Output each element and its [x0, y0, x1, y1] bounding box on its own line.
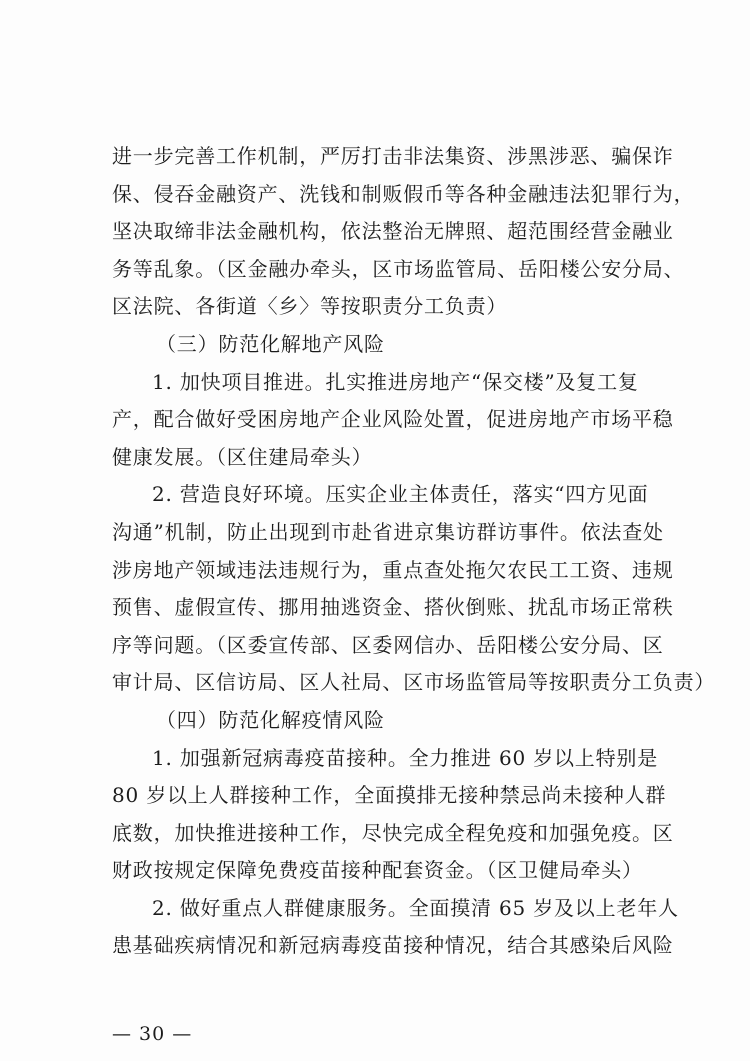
body-line: 财政按规定保障免费疫苗接种配套资金。（区卫健局牵头） — [112, 858, 643, 883]
body-line: 涉房地产领域违法违规行为，重点查处拖欠农民工工资、违规 — [112, 557, 674, 582]
body-line: 保、侵吞金融资产、洗钱和制贩假币等各种金融违法犯罪行为， — [112, 181, 695, 206]
body-line: 患基础疾病情况和新冠病毒疫苗接种情况，结合其感染后风险 — [112, 933, 674, 958]
body-line: 审计局、区信访局、区人社局、区市场监管局等按职责分工负责） — [112, 670, 716, 695]
body-line: 序等问题。（区委宣传部、区委网信办、岳阳楼公安分局、区 — [112, 632, 664, 657]
paragraph-first-line: 1. 加强新冠病毒疫苗接种。全力推进 60 岁以上特别是 — [152, 745, 659, 770]
body-line: 区法院、各街道〈乡〉等按职责分工负责） — [112, 294, 508, 319]
body-line: 产，配合做好受困房地产企业风险处置，促进房地产市场平稳 — [112, 407, 674, 432]
body-line: 进一步完善工作机制，严厉打击非法集资、涉黑涉恶、骗保诈 — [112, 144, 674, 168]
body-line: 80 岁以上人群接种工作，全面摸排无接种禁忌尚未接种人群 — [112, 783, 667, 808]
body-line: 务等乱象。（区金融办牵头，区市场监管局、岳阳楼公安分局、 — [112, 256, 685, 281]
body-line: 预售、虚假宣传、挪用抽逃资金、搭伙倒账、扰乱市场正常秩 — [112, 595, 674, 620]
body-line: 健康发展。（区住建局牵头） — [112, 444, 373, 469]
section-heading: （四）防范化解疫情风险 — [156, 707, 385, 732]
paragraph-first-line: 1. 加快项目推进。扎实推进房地产“保交楼”及复工复 — [152, 369, 639, 394]
body-line: 底数，加快推进接种工作，尽快完成全程免疫和加强免疫。区 — [112, 820, 674, 845]
document-body — [112, 138, 716, 965]
paragraph-first-line: 2. 营造良好环境。压实企业主体责任，落实“四方见面 — [152, 482, 649, 507]
page-number: — 30 — — [112, 1023, 193, 1045]
paragraph-first-line: 2. 做好重点人群健康服务。全面摸清 65 岁及以上老年人 — [152, 895, 679, 920]
body-line: 坚决取缔非法金融机构，依法整治无牌照、超范围经营金融业 — [112, 219, 674, 244]
body-line: 沟通”机制，防止出现到市赴省进京集访群访事件。依法查处 — [112, 519, 664, 544]
section-heading: （三）防范化解地产风险 — [156, 331, 385, 356]
